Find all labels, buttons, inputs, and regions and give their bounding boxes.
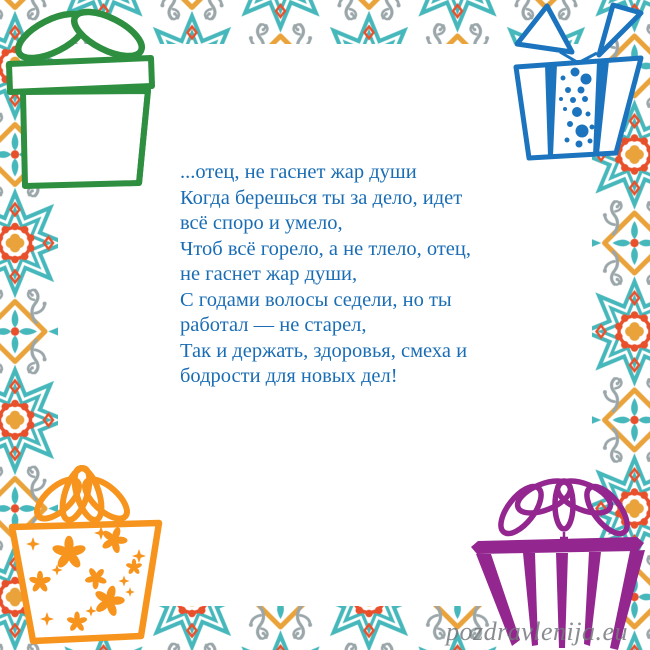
greeting-text [180, 160, 532, 390]
gift-bow [494, 475, 635, 546]
gift-bow [517, 5, 641, 62]
greeting-line: всё споро и умело, [180, 212, 343, 234]
greeting-line: ...отец, не гаснет жар души [180, 161, 417, 183]
greeting-line: не гаснет жар души, [180, 263, 358, 285]
gift-box [12, 523, 159, 641]
gift-bow [31, 465, 134, 525]
watermark: pozdravlenija.eu [446, 617, 629, 646]
greeting-line: Так и держать, здоровья, смеха и [180, 339, 468, 362]
gift-green-illustration [0, 0, 180, 200]
greeting-line: Когда берешься ты за дело, идет [180, 186, 463, 209]
gift-box [516, 58, 641, 158]
gift-box [9, 58, 152, 186]
greeting-line: С годами волосы седели, но ты [180, 288, 452, 311]
greeting-line: Чтоб всё горело, а не тлело, отец, [180, 237, 471, 260]
greeting-line: работал — не старел, [180, 314, 367, 336]
gift-orange-illustration [0, 455, 175, 650]
gift-blue-illustration [505, 0, 650, 165]
greeting-line: бодрости для новых дел! [180, 365, 398, 387]
